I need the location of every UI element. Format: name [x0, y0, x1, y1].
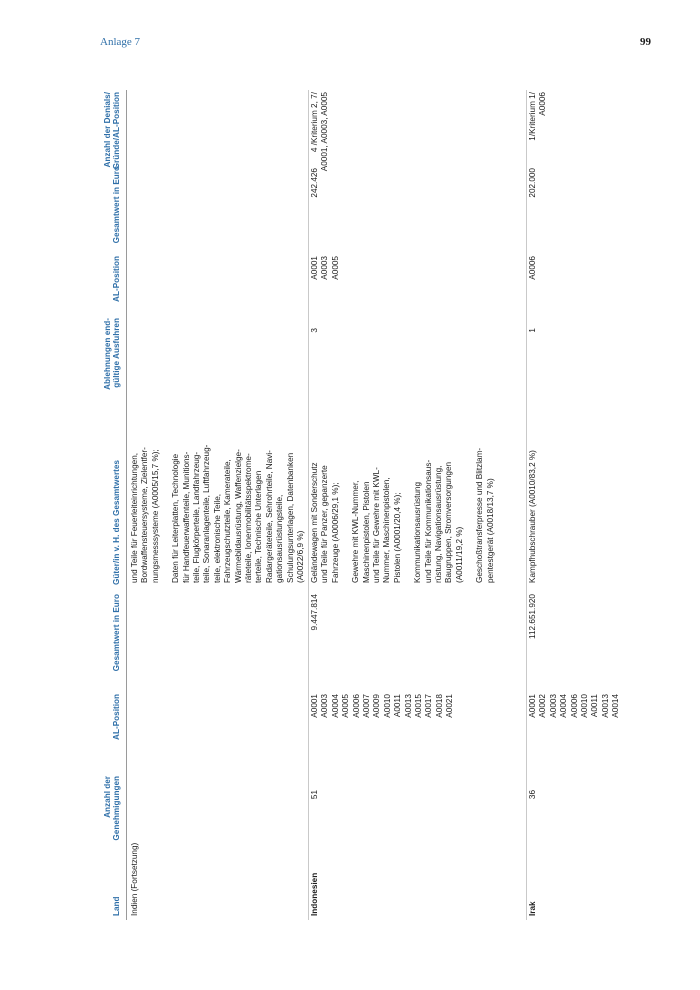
goods-line: terteile, Technische Unterlagen — [254, 470, 264, 583]
col-header-gueter: Güter/in v. H. des Gesamtwertes — [112, 460, 122, 585]
goods-line: Baugruppen, Stromversorgungen — [444, 461, 454, 583]
col-header-gesamtwert: Gesamtwert in Euro — [112, 594, 122, 672]
goods-line: Gewehre mit KWL-Nummer, — [351, 480, 361, 583]
row-goods-indonesien — [310, 408, 506, 583]
goods-line: Fahrzeugschutzteile, Kamerateile, — [223, 459, 233, 583]
goods-line: teile, Flugkörperteile, Landfahrzeug- — [192, 451, 202, 583]
row-al-positions-indonesien — [310, 694, 456, 774]
goods-line: Wärmebildausrüstung, Waffenzielge- — [233, 449, 243, 583]
al-position-code: A0003 — [320, 694, 330, 718]
goods-paragraph — [528, 408, 538, 583]
goods-line: und Teile für Gewehre mit KWL- — [372, 467, 382, 583]
goods-line: und Teile für Feuerleiteinrichtungen, — [130, 452, 139, 583]
al-position-code: A0013 — [403, 694, 413, 718]
row-rejections-indonesien: 3 — [310, 328, 319, 333]
header-line: Anzahl der — [102, 776, 112, 818]
row-goods-irak — [528, 408, 548, 583]
goods-line: Maschinenpistolen, Pistolen — [361, 481, 371, 583]
goods-line: Radargeräteteile, Sehrohrteile, Navi- — [264, 450, 274, 583]
goods-paragraph — [475, 408, 496, 583]
goods-line: teile, elektronische Teile, — [212, 493, 222, 583]
goods-line: Kampfhubschrauber (A0010/83,2 %) — [528, 450, 537, 583]
al-position-code: A0021 — [445, 694, 455, 718]
goods-line: teile, Sonaranlagenteile, Luftfahrzeug- — [202, 444, 212, 583]
al-position-code: A0018 — [434, 694, 444, 718]
al-position-code: A0006 — [569, 694, 579, 718]
header-line: Gründe/AL-Position — [112, 92, 122, 170]
goods-line: Pistolen (A0001/20,4 %); — [392, 492, 402, 583]
row-land-irak: Irak — [528, 901, 537, 916]
goods-line: Geschoßtransferpresse und Blitzlam- — [475, 447, 485, 583]
goods-line: und Teile für Panzer, gepanzerte — [320, 465, 330, 583]
row-count-irak: 36 — [528, 790, 537, 800]
row-denials-indonesien — [310, 92, 331, 178]
goods-line: rüstung, Navigationsausrüstung, — [434, 465, 444, 583]
row-land-indien: Indien (Fortsetzung) — [130, 842, 139, 916]
goods-paragraph — [171, 408, 306, 583]
al-position-code: A0001 — [528, 694, 537, 718]
al-position-code: A0017 — [424, 694, 434, 718]
header-line: Genehmigungen — [112, 776, 122, 841]
row-count-indonesien: 51 — [310, 790, 319, 800]
goods-line: nungsmesssysteme (A0005/15,7 %); — [150, 449, 160, 583]
al-position-code: A0006 — [351, 694, 361, 718]
row-al-positions2-indonesien — [310, 256, 341, 316]
al-position-code: A0006 — [528, 256, 537, 280]
goods-line: für Handfeuerwaffenteile, Munitions- — [181, 451, 191, 583]
goods-paragraph — [130, 408, 161, 583]
header-line: Ablehnungen end- — [102, 318, 112, 390]
goods-line: räteteile, Ionenmobilitätsspektrome- — [244, 453, 254, 583]
al-position-code: A0013 — [600, 694, 610, 718]
goods-line: pentestgerät (A0018/13,7 %) — [485, 478, 495, 583]
denial-line: 4 /Kriterium 2, 7/ — [310, 92, 319, 153]
al-position-code: A0003 — [320, 256, 330, 280]
goods-line: (A0022/6,9 %) — [296, 530, 306, 583]
al-position-code: A0011 — [393, 694, 403, 718]
al-position-code: A0004 — [559, 694, 569, 718]
al-position-code: A0005 — [341, 694, 351, 718]
denial-line: 1/Kriterium 1/ — [528, 92, 537, 141]
col-header-anzahl-text — [103, 776, 122, 841]
row-al-positions-irak — [528, 694, 622, 774]
al-position-code: A0007 — [362, 694, 372, 718]
row-al-positions2-irak — [528, 256, 538, 316]
row-divider — [526, 90, 527, 920]
goods-line: Fahrzeuge (A0006/29,1 %); — [330, 482, 340, 583]
goods-line: (A0011/19,2 %) — [454, 526, 464, 583]
row-divider — [308, 90, 309, 920]
row-rejections-irak: 1 — [528, 328, 537, 333]
export-table — [92, 90, 652, 920]
goods-line: und Teile für Kommunikationsaus- — [423, 459, 433, 583]
goods-line: Kommunikationsausrüstung — [413, 481, 423, 583]
header-line: Anzahl der Denials/ — [102, 92, 112, 168]
col-header-gesamtwert-2: Gesamtwert in Euro — [112, 166, 122, 244]
al-position-code: A0001 — [310, 694, 319, 718]
al-position-code: A0004 — [330, 694, 340, 718]
header-divider — [126, 90, 127, 920]
al-position-code: A0010 — [382, 694, 392, 718]
col-header-al-position: AL-Position — [112, 694, 122, 740]
al-position-code: A0010 — [580, 694, 590, 718]
col-header-anzahl-genehmigungen — [92, 776, 122, 850]
col-header-ablehnungen — [92, 318, 122, 408]
goods-paragraph — [351, 408, 403, 583]
goods-paragraph — [413, 408, 465, 583]
goods-line: gationsausrüstungsteile, — [275, 494, 285, 583]
goods-line: Nummer, Maschinenpistolen, — [382, 477, 392, 583]
goods-paragraph — [310, 408, 341, 583]
denial-line: A0006 — [538, 92, 548, 116]
annex-label: Anlage 7 — [100, 36, 141, 48]
al-position-code: A0005 — [330, 256, 340, 280]
al-position-code: A0014 — [611, 694, 621, 718]
row-land-indonesien: Indonesien — [310, 872, 319, 916]
al-position-code: A0002 — [538, 694, 548, 718]
al-position-code: A0011 — [590, 694, 600, 718]
col-header-land: Land — [112, 896, 122, 916]
goods-line: Schulungsunterlagen, Datenbanken — [285, 452, 295, 583]
row-value-irak: 112.651.920 — [528, 594, 537, 639]
header-line: gültige Ausfuhren — [112, 318, 122, 388]
al-position-code: A0009 — [372, 694, 382, 718]
al-position-code: A0001 — [310, 256, 319, 280]
row-goods-indien — [130, 408, 317, 583]
row-value-indonesien: 9.447.814 — [310, 594, 319, 631]
rotated-table — [92, 90, 652, 920]
row-denials-irak — [528, 92, 549, 178]
goods-line: Geländewagen mit Sonderschutz — [310, 462, 319, 583]
page-number: 99 — [640, 36, 651, 48]
col-header-al-position-2: AL-Position — [112, 256, 122, 302]
goods-line: Daten für Leiterplatten, Technologie — [171, 453, 181, 583]
goods-line: Bordwaffensteuersysteme, Zielentfer- — [140, 447, 150, 583]
denial-line: A0001, A0003, A0005 — [320, 92, 330, 172]
row-value2-indonesien: 242.426 — [310, 168, 319, 198]
al-position-code: A0015 — [414, 694, 424, 718]
al-position-code: A0003 — [548, 694, 558, 718]
col-header-denials — [92, 92, 122, 178]
row-value2-irak: 202.000 — [528, 168, 537, 198]
